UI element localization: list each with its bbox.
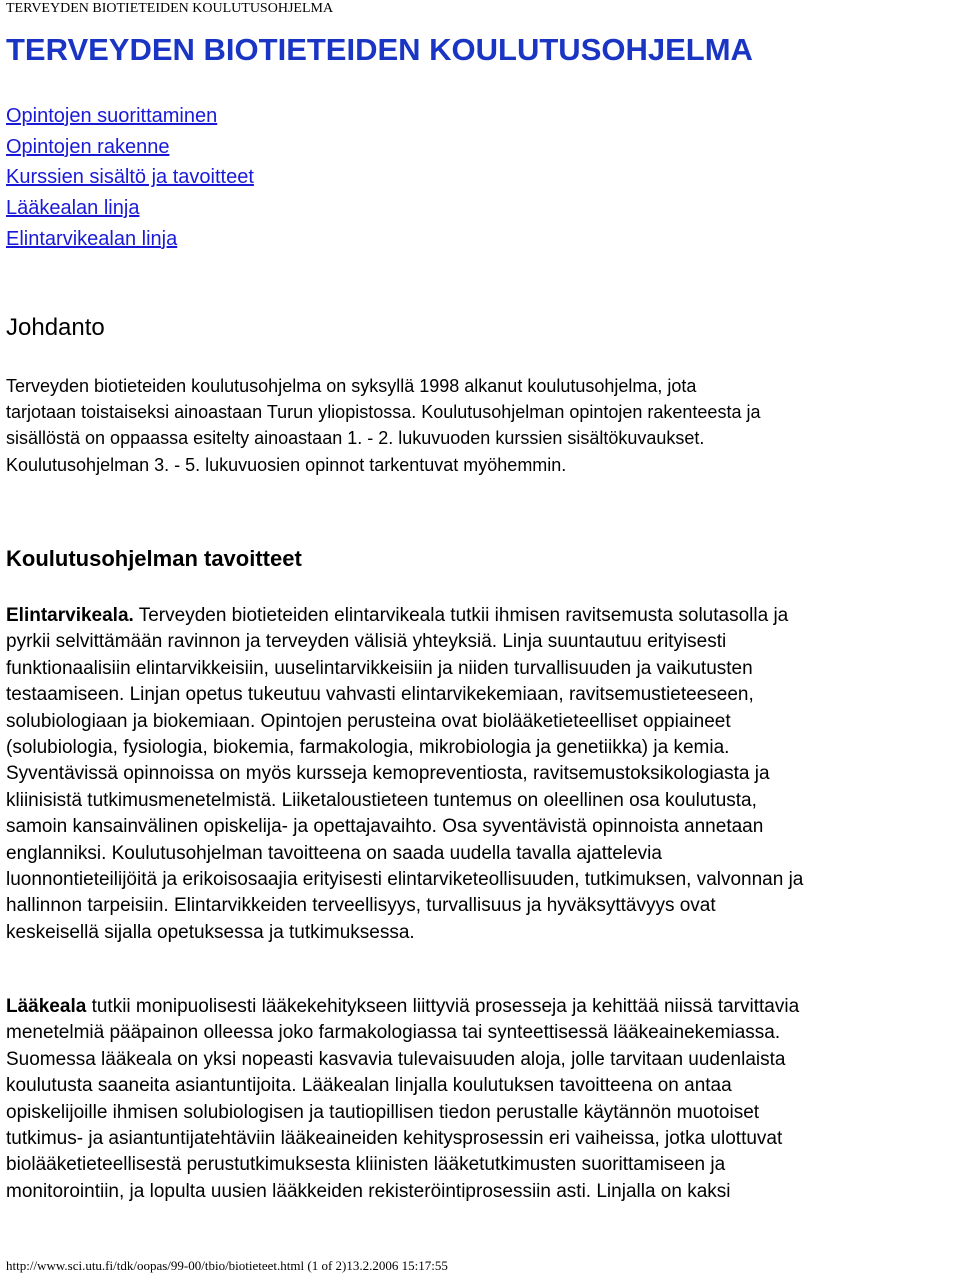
nav-link-kurssien-sisalto[interactable]: Kurssien sisältö ja tavoitteet <box>6 166 254 189</box>
nav-link-laakealan-linja[interactable]: Lääkealan linja <box>6 197 140 220</box>
print-header: TERVEYDEN BIOTIETEIDEN KOULUTUSOHJELMA <box>6 1 334 16</box>
med-text: tutkii monipuolisesti lääkekehitykseen liittyviä prosesseja ja kehittää niissä tarvittavia menetelmiä pääpainon olleessa joko farmakologiassa tai synteettisessä lääkeainekemiassa. Suomessa lääkeala on yksi nopeasti kasvavia tulevaisuuden aloja, jolle tarvitaan uudenlaista koulutusta saaneita asiantuntijoita. Lääkealan linjalla koulutuksen tavoitteena on antaa opiskelijoille ihmisen solubiologisen ja tautiopillisen tiedon perustalle käytännön muotoiset tutkimus- ja asiantuntijatehtäviin lääkeaineiden kehitysprosessin eri vaiheissa, jotka ulottuvat biolääketieteellisestä perustutkimuksesta kliinisten lääketutkimusten suorittamiseen ja monitorointiin, ja lopulta uusien lääkkeiden rekisteröintiprosessiin asti. Linjalla on kaksi <box>6 996 800 1202</box>
nav-item <box>6 193 254 224</box>
nav-item <box>6 162 254 193</box>
nav-item <box>6 132 254 163</box>
food-text: Terveyden biotieteiden elintarvikeala tutkii ihmisen ravitsemusta solutasolla ja pyrkii selvittämään ravinnon ja terveyden välisiä yhteyksiä. Linja suuntautuu erityisesti funktionaalisiin elintarvikkeisiin, uuselintarvikkeisiin ja niiden turvallisuuden ja vaikutusten testaamiseen. Linjan opetus tukeutuu vahvasti elintarvikekemiaan, ravitsemustieteeseen, solubiologiaan ja biokemiaan. Opintojen perusteina ovat biolääketieteelliset oppiaineet (solubiologia, fysiologia, biokemia, farmakologia, mikrobiologia ja genetiikka) ja kemia. Syventävissä opinnoissa on myös kursseja kemopreventiosta, ravitsemustoksikologiasta ja kliinisistä tutkimusmenetelmistä. Liiketaloustieteen tuntemus on oleellinen osa koulutusta, samoin kansainvälinen opiskelija- ja opettajavaihto. Osa syventävistä opinnoista annetaan englanniksi. Koulutusohjelman tavoitteena on saada uudella tavalla ajattelevia luonnontieteilijöitä ja erikoisosaajia erityisesti elintarviketeollisuuden, tutkimuksen, valvonnan ja hallinnon tarpeisiin. Elintarvikkeiden terveellisyys, turvallisuus ja hyväksyttävyys ovat keskeisellä sijalla opetuksessa ja tutkimuksessa. <box>6 605 804 943</box>
med-lead: Lääkeala <box>6 996 87 1017</box>
med-paragraph <box>6 994 956 1205</box>
nav-link-elintarvikealan-linja[interactable]: Elintarvikealan linja <box>6 227 178 250</box>
intro-heading: Johdanto <box>6 314 105 341</box>
nav-link-opintojen-rakenne[interactable]: Opintojen rakenne <box>6 135 170 158</box>
section-nav <box>6 101 254 255</box>
goals-heading: Koulutusohjelman tavoitteet <box>6 546 302 571</box>
page-title: TERVEYDEN BIOTIETEIDEN KOULUTUSOHJELMA <box>6 32 753 67</box>
food-lead: Elintarvikeala. <box>6 605 134 626</box>
nav-item <box>6 101 254 132</box>
intro-paragraph: Terveyden biotieteiden koulutusohjelma on syksyllä 1998 alkanut koulutusohjelma, jota tarjotaan toistaiseksi ainoastaan Turun yliopistossa. Koulutusohjelman opintojen rakenteesta ja sisällöstä on oppaassa esitelty ainoastaan 1. - 2. lukuvuoden kurssien sisältökuvaukset. Koulutusohjelman 3. - 5. lukuvuosien opinnot tarkentuvat myöhemmin. <box>6 376 761 475</box>
nav-link-opintojen-suorittaminen[interactable]: Opintojen suorittaminen <box>6 105 218 127</box>
print-footer: http://www.sci.utu.fi/tdk/oopas/99-00/tbio/biotieteet.html (1 of 2)13.2.2006 15:17:55 <box>6 1258 448 1273</box>
food-paragraph <box>6 603 956 946</box>
nav-item <box>6 224 254 255</box>
